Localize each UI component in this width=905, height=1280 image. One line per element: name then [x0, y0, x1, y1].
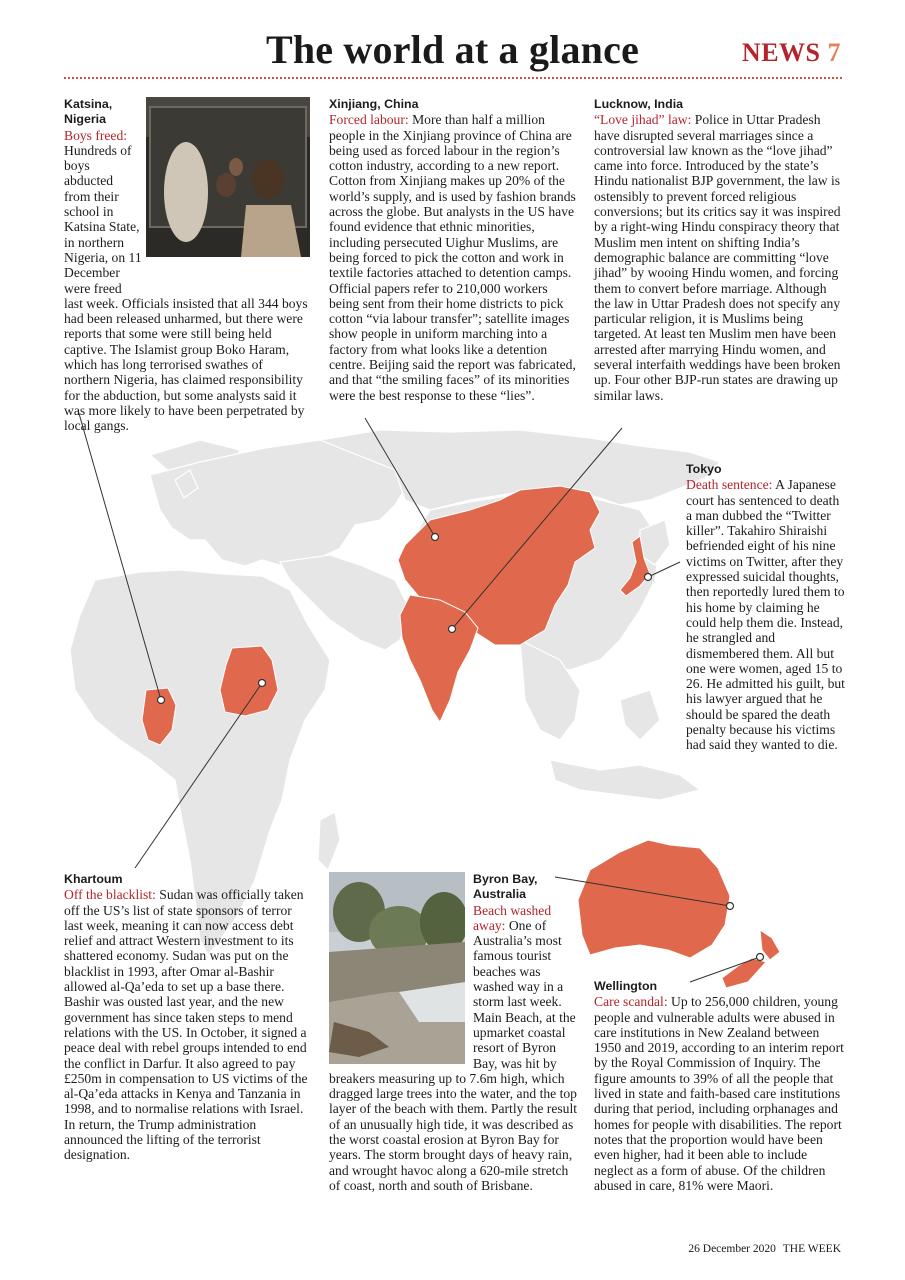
footer-publication: THE WEEK	[782, 1243, 841, 1255]
page-footer	[684, 1243, 841, 1255]
story-kicker: Forced labour:	[329, 112, 413, 128]
page-title: The world at a glance	[265, 27, 640, 72]
story-tokyo	[686, 462, 846, 753]
australia-shape	[578, 840, 730, 958]
story-place: Khartoum	[64, 872, 123, 886]
story-katsina	[64, 97, 310, 434]
footer-date: 26 December 2020	[688, 1243, 776, 1255]
story-body: Up to 256,000 children, young people and vulnerable adults were abused in care institutions in New Zealand between 1950 and 2019, according to an interim report by the Royal Commission of Inquiry. The figure amounts to 39% of all the people that lived in state and faith-based care institutions during that period, including orphanages and homes for people with disabilities. The report notes that the proportion would have been even higher, had it been able to include neglect as a form of abuse. Of the children abused in care, 81% were Maori.	[594, 994, 844, 1193]
story-kicker: “Love jihad” law:	[594, 112, 695, 128]
india-shape	[400, 595, 478, 722]
story-body: One of Australia’s most famous tourist beaches was washed way in a storm last week. Main Beach, at the upmarket coastal resort of Byron Bay, was hit by breakers measuring up to 7.6m high, which dragged large trees into the water, and the top layer of the beach with them. Partly the result of an unusually high tide, it was described as the worst coastal erosion at Byron Bay for years. The storm brought days of heavy rain, and wrought havoc along a 620-mile stretch of coast, north and south of Brisbane.	[329, 917, 578, 1193]
story-kicker: Care scandal:	[594, 994, 671, 1010]
story-place: Xinjiang, China	[329, 97, 419, 111]
story-body: Police in Uttar Pradesh have disrupted several marriages since a controversial law known as the “love jihad” came into force. Introduced by the state’s Hindu nationalist BJP government, the law is ostensibly to prevent forced religious conversions; but its critics say it was inspired by a right-wing Hindu conspiracy theory that Muslim men intent on shifting India’s demographic balance are committing “love jihad” by wooing Hindu women, and forcing them to convert before marriage. Although the law in Uttar Pradesh does not specify any particular religion, it is Muslims being targeted. At least ten Muslim men have been arrested after marrying Hindu women, and several interfaith weddings have been broken up. Four other BJP-run states are drawing up similar laws.	[594, 112, 841, 403]
story-place: Byron Bay, Australia	[473, 872, 538, 902]
story-khartoum	[64, 872, 314, 1163]
photo-float-space	[329, 872, 473, 1068]
section-label: NEWS 7	[741, 38, 841, 67]
sudan-shape	[220, 646, 278, 716]
story-place: Katsina, Nigeria	[64, 97, 113, 127]
story-place: Wellington	[594, 979, 658, 993]
story-wellington	[594, 979, 844, 1193]
story-lucknow	[594, 97, 844, 403]
story-body: A Japanese court has sentenced to death a man dubbed the “Twitter killer”. Takahiro Shiraishi befriended eight of his nine victims on Twitter, after they expressed suicidal thoughts, then reportedly lured them to his home by claiming he could help them die. Instead, he strangled and dismembered them. All but one were women, aged 15 to 26. He admitted his guilt, but his lawyer argued that he should be spared the death penalty because his victims had said they wanted to die.	[686, 477, 845, 753]
story-body: Hundreds of boys abducted from their school in Katsina State, in northern Nigeria, on 11 December were freed last week. Officials insisted that all 344 boys had been released unharmed, but there were reports that some were still being held captive. The Islamist group Boko Haram, which has long terrorised swathes of northern Nigeria, has claimed responsibility for the abduction, but some analysts said it was more likely to have been perpetrated by local gangs.	[64, 142, 308, 434]
story-kicker: Boys freed:	[64, 127, 128, 143]
story-place: Lucknow, India	[594, 97, 684, 111]
page-number: 7	[827, 38, 841, 67]
story-body: Sudan was officially taken off the US’s list of state sponsors of terror last week, meaning it can now access debt relief and attract Western investment to its shattered economy. Sudan was put on the blacklist in 1993, after Omar al-Bashir allowed al-Qa’eda to set up a base there. Bashir was ousted last year, and the new government has since taken steps to mend relations with the US. In October, it signed a peace deal with rebel groups intended to end the conflict in Darfur. It also agreed to pay £250m in compensation to US victims of the al-Qa’eda attacks in Kenya and Tanzania in 1998, and to normalise relations with Israel. In return, the Trump administration announced the lifting of the terrorist designation.	[64, 887, 308, 1163]
story-kicker: Off the blacklist:	[64, 887, 160, 903]
story-byron-bay	[329, 872, 579, 1193]
story-place: Tokyo	[686, 462, 722, 476]
story-kicker: Beach washed away:	[473, 902, 552, 933]
photo-float-space	[142, 128, 310, 292]
story-kicker: Death sentence:	[686, 477, 776, 493]
story-body: More than half a million people in the Xinjiang province of China are being used as forced labour in the region’s cotton industry, according to a new report. Cotton from Xinjiang makes up 20% of the world’s supply, and is used by fashion brands across the globe. But analysts in the US have found evidence that ethnic minorities, including persecuted Uighur Muslims, are being forced to pick the cotton and work in textile factories attached to detention camps. Official papers refer to 210,000 workers being sent from their home districts to pick cotton “via labour transfer”; satellite images show people in uniform marching into a factory from what looks like a detention centre. Beijing said the report was fabricated, and that “the smiling faces” of its minorities were the best response to these “lies”.	[329, 112, 576, 403]
story-xinjiang	[329, 97, 581, 403]
